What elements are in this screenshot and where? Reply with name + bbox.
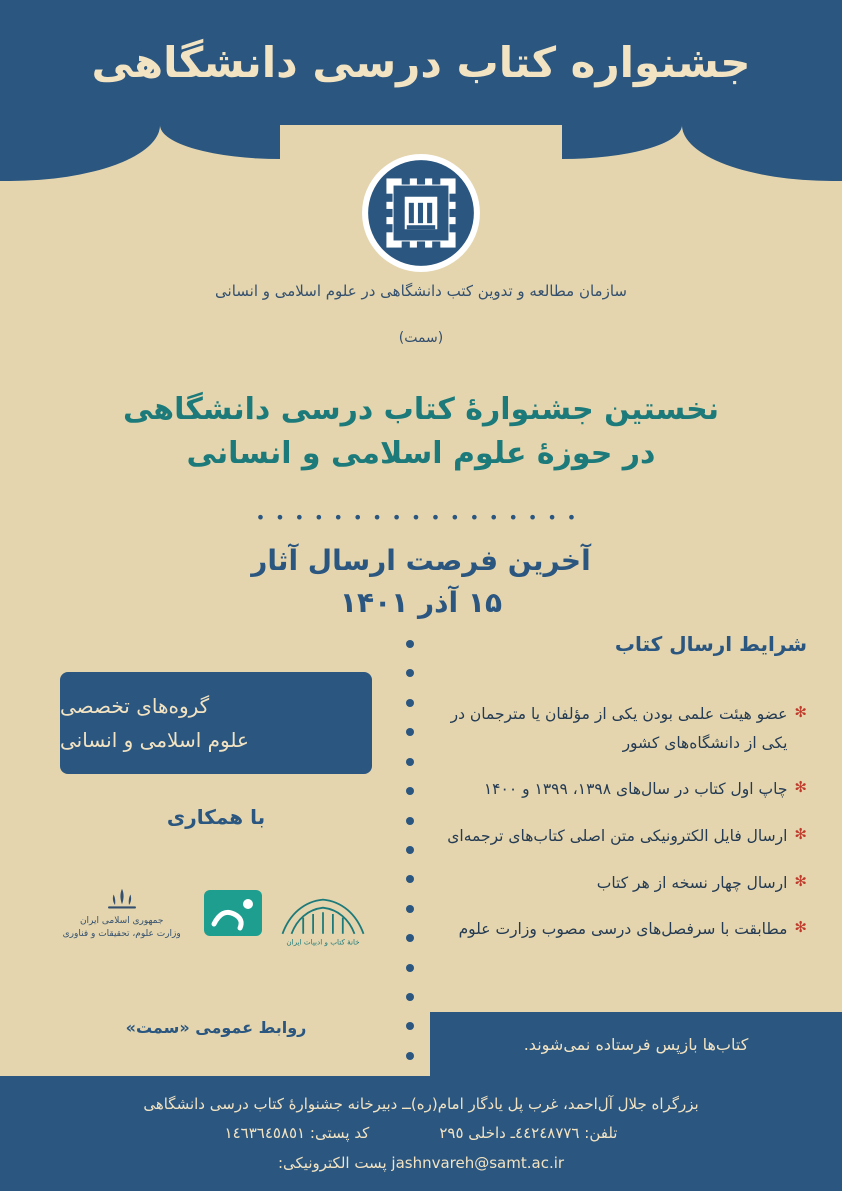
samt-star-emblem-icon xyxy=(360,152,482,274)
condition-text: ارسال چهار نسخه از هر کتاب xyxy=(596,873,788,892)
decorative-notch-right xyxy=(682,125,842,181)
deadline-date: ۱۵ آذر ۱۴۰۱ xyxy=(339,586,503,619)
condition-text: عضو هیئت علمی بودن یکی از مؤلفان یا مترجمان در یکی از دانشگاه‌های کشور xyxy=(450,705,788,752)
ministry-line1: جمهوری اسلامی ایران xyxy=(79,915,164,926)
cooperation-label: با همکاری xyxy=(166,805,266,829)
page-title: جشنواره کتاب درسی دانشگاهی xyxy=(91,38,751,87)
list-item xyxy=(432,869,807,898)
list-item xyxy=(432,700,807,757)
dotted-separator: ••••••••••••••••• xyxy=(255,508,587,527)
asterisk-bullet-icon: ✻ xyxy=(794,703,807,721)
asterisk-bullet-icon: ✻ xyxy=(794,825,807,844)
footer-email-label: پست الکترونیکی: xyxy=(277,1153,387,1172)
footer-postal-value: ١٤٦٣٦٤٥٨٥١ xyxy=(224,1124,306,1143)
footer-phone-value: ٤٤٢٤٨٧٧٦ـ داخلی ٢٩٥ xyxy=(439,1124,580,1143)
poster-footer xyxy=(0,1076,842,1191)
groups-line2: علوم اسلامی و انسانی xyxy=(60,728,249,752)
condition-text: ارسال فایل الکترونیکی متن اصلی کتاب‌های ترجمه‌ای xyxy=(447,827,788,846)
list-item xyxy=(432,775,807,804)
asterisk-bullet-icon: ✻ xyxy=(794,918,807,937)
condition-text: چاپ اول کتاب در سال‌های ۱۳۹۸، ۱۳۹۹ و ۱۴۰۰ xyxy=(483,780,788,799)
list-item xyxy=(432,822,807,851)
specialized-groups-box xyxy=(60,672,372,774)
condition-text: مطابقت با سرفصل‌های درسی مصوب وزارت علوم xyxy=(458,920,788,939)
festival-title-line2: در حوزۀ علوم اسلامی و انسانی xyxy=(186,435,656,471)
poster-header xyxy=(0,0,842,125)
decorative-arc-right xyxy=(562,125,682,159)
footer-phone-label: تلفن: xyxy=(584,1124,618,1143)
decorative-arc-left xyxy=(160,125,280,159)
footer-contact-row xyxy=(0,1119,842,1148)
festival-title-line1: نخستین جشنوارۀ کتاب درسی دانشگاهی xyxy=(122,392,720,427)
footer-postal-label: کد پستی: xyxy=(309,1124,370,1143)
decorative-notch-left xyxy=(0,125,160,181)
organization-abbreviation: (سمت) xyxy=(398,330,444,346)
deadline-block xyxy=(0,540,842,624)
partner-logos xyxy=(50,858,380,968)
festival-title xyxy=(40,388,802,475)
footer-postal xyxy=(225,1119,370,1148)
footer-email-value[interactable]: jashnvareh@samt.ac.ir xyxy=(391,1153,565,1172)
samt-logo xyxy=(200,878,270,948)
return-note: کتاب‌ها بازپس فرستاده نمی‌شوند. xyxy=(430,1012,842,1076)
conditions-list xyxy=(432,700,807,962)
asterisk-bullet-icon: ✻ xyxy=(794,871,807,890)
vertical-dot-divider xyxy=(405,640,415,1060)
public-relations-label: روابط عمومی «سمت» xyxy=(125,1018,307,1037)
footer-address: بزرگراه جلال آل‌احمد، غرب پل یادگار امام(ره)ــ دبیرخانه جشنوارۀ کتاب درسی دانشگاهی xyxy=(143,1095,699,1113)
footer-phone xyxy=(439,1119,617,1148)
footer-email-row xyxy=(0,1149,842,1178)
conditions-title: شرایط ارسال کتاب xyxy=(614,632,807,656)
deadline-label: آخرین فرصت ارسال آثار xyxy=(251,544,591,577)
groups-line1: گروه‌های تخصصی xyxy=(60,694,210,718)
asterisk-bullet-icon: ✻ xyxy=(794,778,807,797)
book-house-logo-text: خانهٔ کتاب و ادبیات ایران xyxy=(286,937,360,947)
organization-name: سازمان مطالعه و تدوین کتب دانشگاهی در علوم اسلامی و انسانی xyxy=(215,282,627,300)
book-house-logo xyxy=(283,878,373,948)
list-item xyxy=(432,915,807,944)
ministry-line2: وزارت علوم، تحقیقات و فناوری xyxy=(62,929,181,939)
ministry-of-science-logo xyxy=(57,885,187,942)
